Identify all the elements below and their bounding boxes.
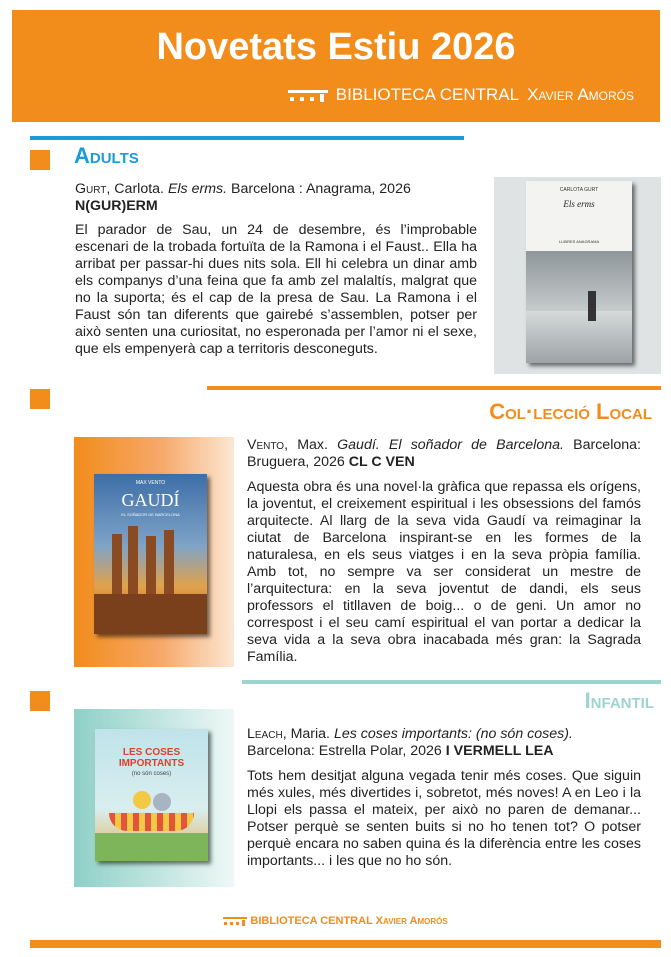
section-divider xyxy=(30,136,464,140)
book-publisher: Barcelona: Bruguera, 2026 xyxy=(247,437,641,470)
book-title: Les coses importants: (no són coses). xyxy=(333,726,573,742)
section-title-infantil: Infantil xyxy=(584,688,654,713)
book-cover-frame xyxy=(74,709,234,887)
section-divider xyxy=(242,680,661,684)
book-signature: N(GUR)ERM xyxy=(75,198,158,214)
book-reference xyxy=(247,437,641,471)
book-reference xyxy=(247,726,641,760)
footer-library-label: BIBLIOTECA CENTRAL xyxy=(250,915,373,927)
book-publisher: Barcelona: Estrella Polar, 2026 xyxy=(247,743,442,759)
section-marker xyxy=(30,150,50,170)
section-divider xyxy=(207,386,661,390)
book-author: Vento xyxy=(247,437,285,453)
book-author: Gurt xyxy=(75,181,107,197)
book-summary: Aquesta obra és una novel·la gràfica que repassa els orígens, la joventut, el creixement espiritual i les obsessions del famós arquitecte. Al llarg de la seva vida Gaudí va reimaginar la ciutat de Barcelona inspirant-se en les formes de la naturalesa, en els seus viatges i en la seva pròpia família. Amb tot, no sempre va ser considerat un mestre de l’arquitectura: en la seva joventut de dandi, els seus professors el titllaven de boig... o de geni. Un amor no correspost i el seu camí espiritual el van portar a dedicar la seva vida a la seva obra inacabada més gran: la Sagrada Família. xyxy=(247,479,641,665)
section-title-adults: Adults xyxy=(74,143,139,168)
book-cover-els-erms: CARLOTA GURT Els erms LLIBRES ANAGRAMA xyxy=(526,181,632,363)
section-marker xyxy=(30,389,50,409)
book-cover-les-coses: LES COSES IMPORTANTS (no són coses) xyxy=(95,729,208,861)
book-summary: Tots hem desitjat alguna vegada tenir més coses. Que siguin més xules, més divertides i, sobretot, més noves! A en Leo i la Llopi els passa el mateix, per això no paren de demanar... Potser perquè se senten buits si no ho tenen tot? O potser perquè encara no saben quina és la diferència entre les coses importants... i les que no ho són. xyxy=(247,768,641,869)
footer-bar xyxy=(30,940,661,948)
header-banner xyxy=(12,10,660,122)
book-cover-frame xyxy=(494,177,661,374)
book-signature: CL C VEN xyxy=(348,454,415,470)
book-publisher: Barcelona : Anagrama, 2026 xyxy=(231,181,411,197)
footer-library-name: Xavier Amorós xyxy=(375,915,448,927)
book-author-first: , Max. xyxy=(284,437,328,453)
page-title: Novetats Estiu 2026 xyxy=(156,26,516,68)
library-logo-icon xyxy=(223,916,247,926)
library-logo-icon xyxy=(288,88,328,102)
book-author: Leach xyxy=(247,726,283,742)
book-author-first: , Maria. xyxy=(282,726,330,742)
book-cover-frame xyxy=(74,437,234,667)
book-author-first: , Carlota. xyxy=(106,181,164,197)
section-marker xyxy=(30,691,50,711)
library-name: Xavier Amorós xyxy=(527,85,634,104)
book-title: Els erms. xyxy=(167,181,228,197)
section-title-local: Col·lecció Local xyxy=(489,399,652,424)
book-title: Gaudí. El soñador de Barcelona. xyxy=(337,437,564,453)
book-signature: I VERMELL LEA xyxy=(445,743,554,759)
footer-logo xyxy=(0,915,671,927)
book-cover-gaudi: MAX VENTO GAUDÍ EL SOÑADOR DE BARCELONA xyxy=(94,474,207,634)
book-reference xyxy=(75,181,477,215)
library-label: BIBLIOTECA CENTRAL xyxy=(335,85,520,104)
book-summary: El parador de Sau, un 24 de desembre, és l’improbable escenari de la trobada fortuïta de la Ramona i el Faust.. Ella ha arribat per passar-hi dues nits sola. Ell hi celebra un dinar amb els companys d’una feina que fa amb zel malaltís, malgrat que no la suporta; és el cap de la presa de Sau. La Ramona i el Faust són tan diferents que gairebé s’assemblen, potser per això senten una curiositat, no esperonada per l’amor ni el sexe, que els empenyerà cap a territoris desconeguts. xyxy=(75,222,477,357)
library-subtitle xyxy=(288,85,634,105)
